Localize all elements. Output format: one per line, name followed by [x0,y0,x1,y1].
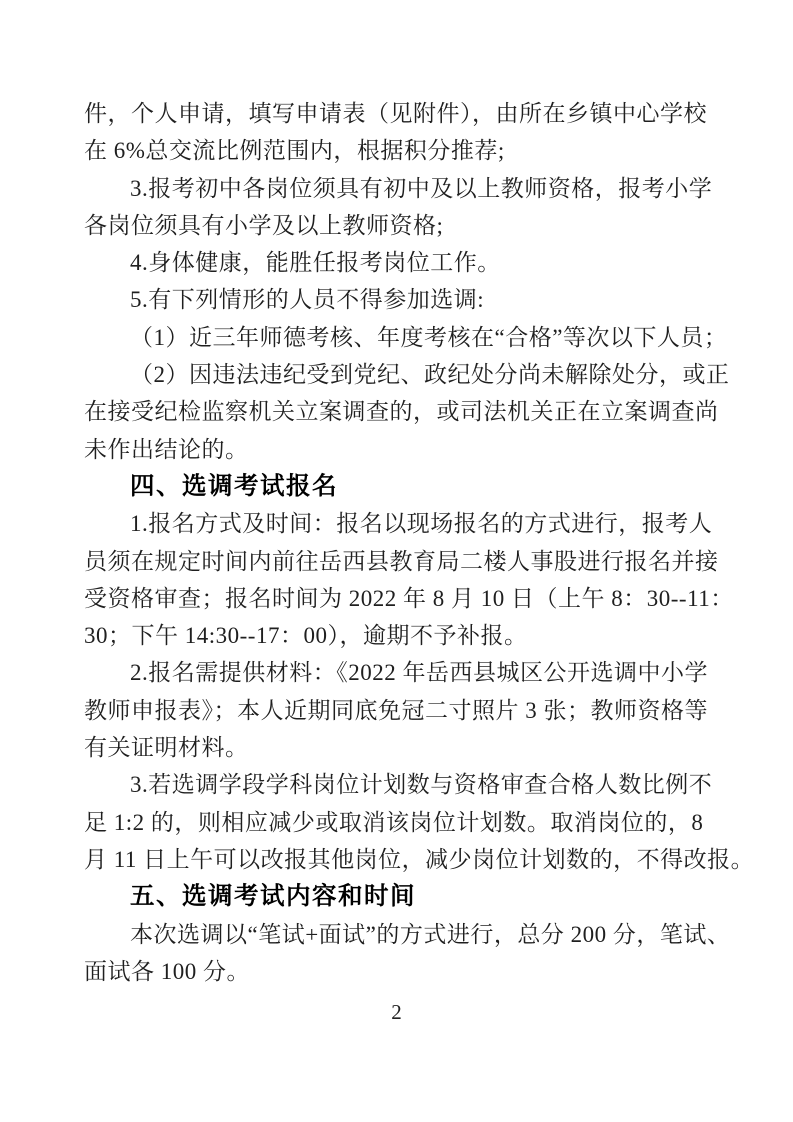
document-line: 有关证明材料。 [84,735,249,761]
page-number: 2 [391,1000,402,1024]
document-line: 5.有下列情形的人员不得参加选调: [130,287,485,313]
section-heading-5: 五、选调考试内容和时间 [130,883,416,911]
document-line: 员须在规定时间内前往岳西县教育局二楼人事股进行报名并接 [84,548,719,574]
document-line: 30；下午 14:30--17：00），逾期不予补报。 [84,623,528,649]
document-line: 2.报名需提供材料：《2022 年岳西县城区公开选调中小学 [130,660,708,686]
document-line: 件，个人申请，填写申请表（见附件），由所在乡镇中心学校 [84,101,707,126]
document-line: 本次选调以“笔试+面试”的方式进行，总分 200 分，笔试、 [130,921,731,947]
document-line: 3.若选调学段学科岗位计划数与资格审查合格人数比例不 [130,772,713,798]
document-line: 未作出结论的。 [84,436,249,462]
document-line: 面试各 100 分。 [84,958,250,984]
document-line: 在接受纪检监察机关立案调查的，或司法机关正在立案调查尚 [84,399,719,425]
document-line: 教师申报表》；本人近期同底免冠二寸照片 3 张；教师资格等 [84,697,708,723]
document-line: 足 1:2 的，则相应减少或取消该岗位计划数。取消岗位的，8 [84,809,704,835]
document-line: 月 11 日上午可以改报其他岗位，减少岗位计划数的，不得改报。 [84,846,755,872]
document-body [84,95,755,990]
section-heading-4: 四、选调考试报名 [130,472,338,500]
document-line: （1）近三年师德考核、年度考核在“合格”等次以下人员； [130,324,728,350]
document-line: 受资格审查；报名时间为 2022 年 8 月 10 日（上午 8：30--11： [84,585,734,611]
document-line: 1.报名方式及时间：报名以现场报名的方式进行，报考人 [130,511,713,537]
document-line: （2）因违法违纪受到党纪、政纪处分尚未解除处分，或正 [130,362,730,388]
document-line: 各岗位须具有小学及以上教师资格; [84,212,444,238]
document-line: 在 6%总交流比例范围内，根据积分推荐; [84,138,505,164]
document-line: 4.身体健康，能胜任报考岗位工作。 [130,250,501,276]
document-line: 3.报考初中各岗位须具有初中及以上教师资格，报考小学 [130,175,713,201]
